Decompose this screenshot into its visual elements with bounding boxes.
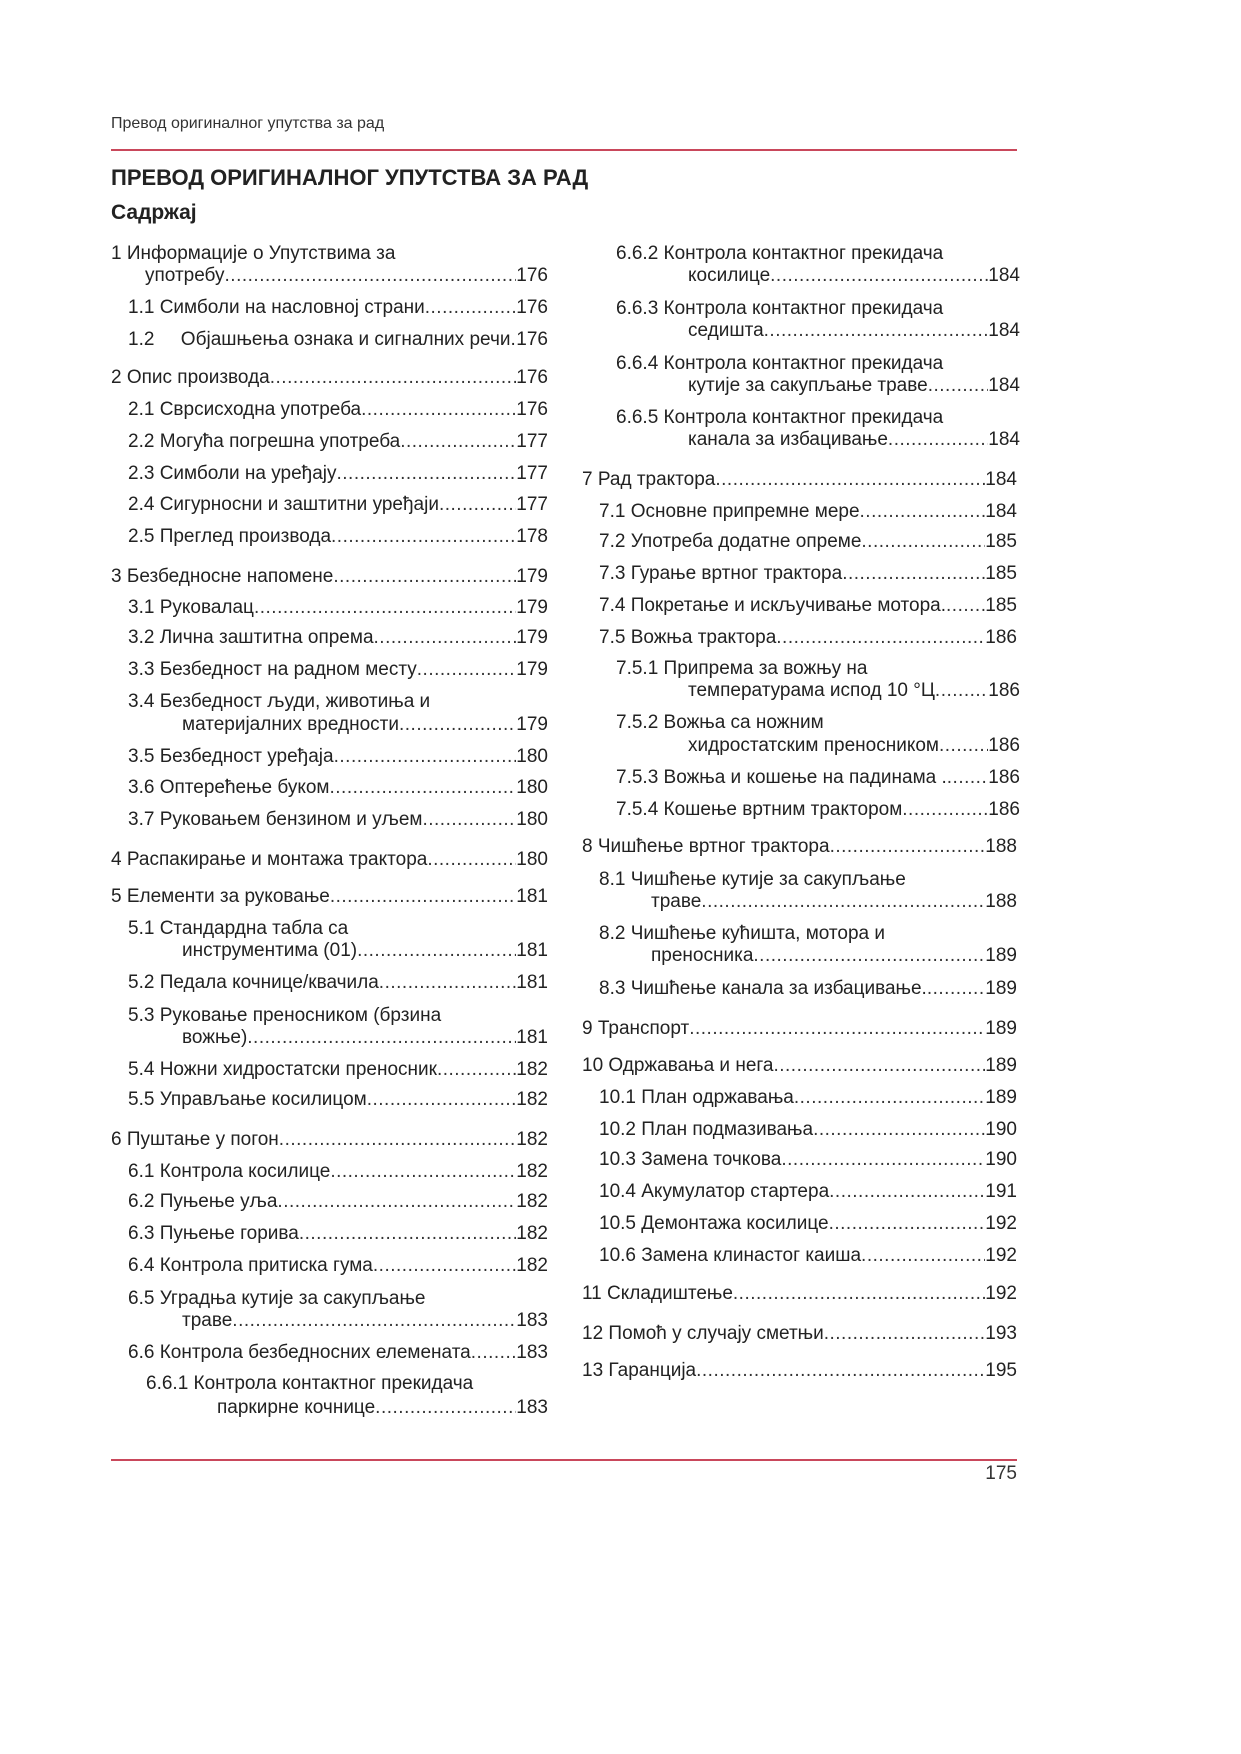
dot-leader <box>330 1160 516 1184</box>
toc-entry-line <box>146 1372 473 1396</box>
dot-leader <box>935 679 988 703</box>
toc-entry-line <box>599 562 1017 586</box>
toc-page-number: 179 <box>516 597 548 618</box>
toc-entry-line <box>599 626 1017 650</box>
toc-page-number: 176 <box>516 265 548 286</box>
dot-leader <box>813 1118 985 1142</box>
toc-entry-title: материјалних вредности <box>182 714 399 735</box>
toc-entry-title: 7.1 Основне припремне мере <box>599 501 860 522</box>
dot-leader <box>794 1086 985 1110</box>
toc-entry-title: 7.4 Покретање и искључивање мотора. <box>599 595 947 616</box>
toc-entry-line <box>651 944 1017 968</box>
header-divider <box>111 149 1017 151</box>
toc-entry-title: 6.3 Пуњење горива <box>128 1223 299 1244</box>
toc-page-number: 189 <box>985 1055 1017 1076</box>
toc-entry-line <box>599 1212 1017 1236</box>
toc-entry-line <box>599 977 1017 1001</box>
toc-entry-line <box>616 657 867 681</box>
dot-leader <box>715 468 985 492</box>
toc-page-number: 186 <box>988 735 1020 756</box>
toc-entry-line <box>616 711 824 735</box>
toc-entry-title: 2.3 Симболи на уређају <box>128 463 337 484</box>
dot-leader <box>829 1180 985 1204</box>
toc-entry-line <box>599 1118 1017 1142</box>
toc-entry-title: 7.5.2 Вожња са ножним <box>616 712 824 733</box>
toc-entry-title: 5.4 Ножни хидростатски преносник <box>128 1059 437 1080</box>
dot-leader <box>860 500 986 524</box>
toc-page-number: 195 <box>985 1360 1017 1381</box>
toc-entry-line <box>128 398 548 422</box>
toc-page-number: 180 <box>516 809 548 830</box>
toc-page-number: 182 <box>516 1191 548 1212</box>
page-number: 175 <box>985 1463 1017 1484</box>
dot-leader <box>753 944 985 968</box>
dot-leader <box>888 428 988 452</box>
toc-entry-line <box>182 1309 548 1333</box>
toc-entry-title: 10.2 План подмазивања <box>599 1119 814 1140</box>
toc-page-number: 186 <box>985 627 1017 648</box>
document-title: ПРЕВОД ОРИГИНАЛНОГ УПУТСТВА ЗА РАД <box>111 165 589 190</box>
toc-entry-title: 7.5 Вожња трактора <box>599 627 777 648</box>
dot-leader <box>399 713 516 737</box>
toc-entry-title: 5.3 Руковање преносником (брзина <box>128 1005 442 1026</box>
toc-entry-line <box>688 428 1020 452</box>
toc-entry-line <box>128 430 548 454</box>
toc-entry-title: 6.6.2 Контрола контактног прекидача <box>616 243 944 264</box>
toc-entry-title: 1.2 Објашњења ознака и сигналних речи. <box>128 329 516 350</box>
dot-leader <box>824 1322 986 1346</box>
toc-entry-line <box>128 745 548 769</box>
toc-entry-title: 9 Транспорт <box>582 1018 690 1039</box>
dot-leader <box>928 374 989 398</box>
toc-entry-line <box>582 835 1017 859</box>
toc-entry-line <box>128 1088 548 1112</box>
toc-entry-title: 7.3 Гурање вртног трактора <box>599 563 843 584</box>
toc-entry-title: 6.2 Пуњење уља <box>128 1191 278 1212</box>
toc-page-number: 185 <box>985 531 1017 552</box>
dot-leader <box>379 971 517 995</box>
toc-entry-line <box>599 1086 1017 1110</box>
toc-page-number: 182 <box>516 1161 548 1182</box>
dot-leader <box>422 808 516 832</box>
toc-entry-line <box>128 462 548 486</box>
toc-entry-line <box>111 1128 548 1152</box>
toc-entry-title: 7 Рад трактора <box>582 469 716 490</box>
toc-heading: Садржај <box>111 201 197 224</box>
toc-entry-line <box>128 1004 441 1028</box>
toc-entry-line <box>128 626 548 650</box>
toc-entry-line <box>616 352 943 376</box>
toc-entry-title: 7.5.4 Кошење вртним трактором <box>616 799 903 820</box>
toc-entry-line <box>111 366 548 390</box>
toc-entry-title: инструментима (01) <box>182 940 358 961</box>
toc-page-number: 185 <box>985 563 1017 584</box>
toc-entry-title: 7.5.1 Припрема за вожњу на <box>616 658 868 679</box>
toc-entry-title: кутије за сакупљање траве <box>688 375 928 396</box>
dot-leader <box>733 1282 985 1306</box>
toc-page-number: 184 <box>988 375 1020 396</box>
toc-entry-title: 6.5 Уградња кутије за сакупљање <box>128 1288 426 1309</box>
toc-entry-line <box>128 525 548 549</box>
toc-entry-title: 6.6 Контрола безбедносних елемената <box>128 1342 471 1363</box>
dot-leader <box>439 493 516 517</box>
toc-page-number: 192 <box>985 1213 1017 1234</box>
dot-leader <box>770 264 988 288</box>
toc-entry-title: 5 Елементи за руковање <box>111 886 330 907</box>
toc-entry-title: паркирне кочнице <box>217 1397 376 1418</box>
dot-leader <box>927 977 985 1001</box>
toc-entry-title: 3.5 Безбедност уређаја <box>128 746 334 767</box>
dot-leader <box>437 1058 516 1082</box>
dot-leader <box>689 1017 985 1041</box>
dot-leader <box>830 835 986 859</box>
toc-page-number: 179 <box>516 566 548 587</box>
toc-page-number: 176 <box>516 297 548 318</box>
toc-entry-line <box>599 1148 1017 1172</box>
toc-entry-line <box>616 798 1020 822</box>
toc-entry-title: траве <box>182 1310 233 1331</box>
toc-entry-title: 3.2 Лична заштитна опрема <box>128 627 374 648</box>
toc-entry-title: 2 Опис производа <box>111 367 270 388</box>
toc-page-number: 188 <box>985 891 1017 912</box>
toc-entry-line <box>128 493 548 517</box>
toc-entry-title: 3.7 Руковањем бензином и уљем <box>128 809 423 830</box>
dot-leader <box>299 1222 516 1246</box>
toc-entry-title: 6.4 Контрола притиска гума <box>128 1255 373 1276</box>
toc-page-number: 180 <box>516 849 548 870</box>
toc-entry-title: 1 Информације о Упутствима за <box>111 243 396 264</box>
toc-entry-title: 7.5.3 Вожња и кошење на падинама . <box>616 767 947 788</box>
toc-entry-title: 3.3 Безбедност на радном месту <box>128 659 417 680</box>
dot-leader <box>331 525 516 549</box>
dot-leader <box>764 319 989 343</box>
footer-divider <box>111 1459 1017 1461</box>
toc-entry-line <box>616 406 943 430</box>
toc-page-number: 185 <box>985 595 1017 616</box>
toc-entry-title: 10.4 Акумулатор стартера <box>599 1181 830 1202</box>
toc-entry-line <box>111 242 395 266</box>
toc-entry-title: 6.6.1 Контрола контактног прекидача <box>146 1373 474 1394</box>
toc-entry-title: 6 Пуштање у погон <box>111 1129 279 1150</box>
dot-leader <box>367 1088 517 1112</box>
toc-entry-title: 11 Складиштење <box>582 1283 733 1304</box>
toc-page-number: 183 <box>516 1342 548 1363</box>
toc-page-number: 180 <box>516 746 548 767</box>
dot-leader <box>842 562 985 586</box>
toc-page-number: 193 <box>985 1323 1017 1344</box>
toc-entry-title: 6.6.5 Контрола контактног прекидача <box>616 407 944 428</box>
dot-leader <box>947 766 989 790</box>
toc-entry-line <box>599 922 885 946</box>
toc-entry-line <box>217 1396 548 1420</box>
toc-entry-title: 8.2 Чишћење кућишта, мотора и <box>599 923 885 944</box>
toc-entry-line <box>128 1287 425 1311</box>
toc-page-number: 176 <box>516 329 548 350</box>
toc-page-number: 184 <box>985 469 1017 490</box>
toc-entry-title: 3 Безбедносне напомене <box>111 566 334 587</box>
toc-page-number: 178 <box>516 526 548 547</box>
dot-leader <box>696 1359 985 1383</box>
dot-leader <box>776 626 985 650</box>
toc-entry-line <box>128 1160 548 1184</box>
toc-entry-title: 5.2 Педала кочнице/квачила <box>128 972 379 993</box>
toc-entry-title: 6.6.4 Контрола контактног прекидача <box>616 353 944 374</box>
toc-entry-line <box>182 713 548 737</box>
toc-entry-line <box>599 1180 1017 1204</box>
toc-page-number: 181 <box>516 886 548 907</box>
toc-entry-title: 5.1 Стандардна табла са <box>128 918 349 939</box>
dot-leader <box>829 1212 986 1236</box>
dot-leader <box>333 565 516 589</box>
dot-leader <box>861 1244 985 1268</box>
toc-entry-line <box>688 734 1020 758</box>
toc-entry-line <box>128 296 548 320</box>
toc-entry-line <box>111 848 548 872</box>
dot-leader <box>773 1054 985 1078</box>
toc-page-number: 186 <box>988 680 1020 701</box>
toc-entry-line <box>599 868 906 892</box>
toc-entry-title: употребу <box>145 265 225 286</box>
toc-page-number: 191 <box>985 1181 1017 1202</box>
dot-leader <box>939 734 988 758</box>
toc-entry-title: преносника <box>651 945 754 966</box>
toc-page-number: 188 <box>985 836 1017 857</box>
toc-entry-line <box>128 1254 548 1278</box>
toc-page-number: 184 <box>985 501 1017 522</box>
toc-page-number: 189 <box>985 1087 1017 1108</box>
toc-entry-title: 12 Помоћ у случају сметњи <box>582 1323 824 1344</box>
toc-page-number: 189 <box>985 945 1017 966</box>
toc-entry-title: 2.5 Преглед производа <box>128 526 332 547</box>
toc-entry-title: 6.1 Контрола косилице <box>128 1161 331 1182</box>
dot-leader <box>902 798 988 822</box>
toc-entry-line <box>111 565 548 589</box>
toc-entry-title: 8.3 Чишћење канала за избацивање. <box>599 978 927 999</box>
toc-entry-line <box>128 971 548 995</box>
toc-page-number: 189 <box>985 978 1017 999</box>
toc-page-number: 176 <box>516 399 548 420</box>
toc-entry-line <box>128 1222 548 1246</box>
toc-entry-line <box>182 1026 548 1050</box>
toc-entry-title: 2.4 Сигурносни и заштитни уређаји <box>128 494 439 515</box>
dot-leader <box>330 885 516 909</box>
toc-entry-line <box>128 1190 548 1214</box>
toc-entry-line <box>582 1054 1017 1078</box>
toc-page-number: 177 <box>516 494 548 515</box>
toc-entry-title: 2.1 Сврсисходна употреба <box>128 399 362 420</box>
toc-entry-line <box>182 939 548 963</box>
toc-page-number: 182 <box>516 1089 548 1110</box>
dot-leader <box>330 776 517 800</box>
dot-leader <box>471 1341 517 1365</box>
dot-leader <box>701 890 985 914</box>
toc-entry-line <box>616 766 1020 790</box>
toc-page-number: 190 <box>985 1149 1017 1170</box>
toc-entry-line <box>582 1017 1017 1041</box>
toc-page-number: 189 <box>985 1018 1017 1039</box>
toc-entry-line <box>599 500 1017 524</box>
toc-entry-line <box>128 596 548 620</box>
toc-page-number: 179 <box>516 627 548 648</box>
toc-entry-line <box>582 468 1017 492</box>
toc-page-number: 179 <box>516 659 548 680</box>
toc-page-number: 177 <box>516 431 548 452</box>
toc-entry-title: 3.6 Оптерећење буком <box>128 777 330 798</box>
toc-entry-title: 5.5 Управљање косилицом <box>128 1089 367 1110</box>
toc-entry-line <box>599 594 1017 618</box>
dot-leader <box>425 296 517 320</box>
toc-entry-line <box>128 1058 548 1082</box>
toc-page-number: 181 <box>516 1027 548 1048</box>
dot-leader <box>374 626 517 650</box>
toc-entry-line <box>145 264 548 288</box>
toc-entry-title: 10.6 Замена клинастог каиша <box>599 1245 862 1266</box>
toc-page-number: 182 <box>516 1255 548 1276</box>
toc-page-number: 180 <box>516 777 548 798</box>
toc-entry-line <box>128 1341 548 1365</box>
toc-page-number: 192 <box>985 1283 1017 1304</box>
toc-entry-line <box>128 658 548 682</box>
toc-entry-title: косилице <box>688 265 771 286</box>
toc-entry-line <box>599 530 1017 554</box>
dot-leader <box>279 1128 517 1152</box>
dot-leader <box>427 848 516 872</box>
toc-entry-title: 10.3 Замена точкова <box>599 1149 782 1170</box>
toc-entry-line <box>128 690 430 714</box>
toc-page-number: 181 <box>516 940 548 961</box>
toc-entry-line <box>582 1282 1017 1306</box>
toc-entry-line <box>688 319 1020 343</box>
running-header: Превод оригиналног упутства за рад <box>111 115 385 132</box>
dot-leader <box>225 264 517 288</box>
dot-leader <box>400 430 516 454</box>
toc-entry-title: вожње) <box>182 1027 248 1048</box>
toc-entry-title: 10.1 План одржавања <box>599 1087 794 1108</box>
toc-page-number: 184 <box>988 265 1020 286</box>
toc-entry-title: 6.6.3 Контрола контактног прекидача <box>616 298 944 319</box>
toc-entry-title: 1.1 Симболи на насловној страни <box>128 297 425 318</box>
toc-entry-title: 4 Распакирање и монтажа трактора <box>111 849 428 870</box>
dot-leader <box>357 939 516 963</box>
toc-entry-title: канала за избацивање <box>688 429 888 450</box>
dot-leader <box>373 1254 516 1278</box>
dot-leader <box>277 1190 516 1214</box>
toc-entry-title: 10.5 Демонтажа косилице <box>599 1213 829 1234</box>
toc-entry-line <box>599 1244 1017 1268</box>
toc-page-number: 182 <box>516 1129 548 1150</box>
toc-page-number: 179 <box>516 714 548 735</box>
dot-leader <box>861 530 985 554</box>
toc-page-number: 186 <box>988 767 1020 788</box>
dot-leader <box>232 1309 516 1333</box>
dot-leader <box>337 462 517 486</box>
toc-entry-line <box>616 242 943 266</box>
toc-entry-line <box>128 917 348 941</box>
toc-entry-line <box>582 1359 1017 1383</box>
toc-page-number: 183 <box>516 1397 548 1418</box>
toc-entry-line <box>582 1322 1017 1346</box>
dot-leader <box>247 1026 516 1050</box>
toc-page-number: 181 <box>516 972 548 993</box>
toc-page-number: 184 <box>988 320 1020 341</box>
toc-page-number: 182 <box>516 1059 548 1080</box>
toc-entry-title: 3.1 Руковалац <box>128 597 254 618</box>
toc-entry-title: температурама испод 10 °Ц <box>688 680 935 701</box>
toc-entry-title: 13 Гаранција <box>582 1360 697 1381</box>
toc-entry-title: 8 Чишћење вртног трактора <box>582 836 830 857</box>
toc-entry-title: 2.2 Могућа погрешна употреба <box>128 431 401 452</box>
toc-page-number: 176 <box>516 367 548 388</box>
dot-leader <box>270 366 517 390</box>
toc-page-number: 183 <box>516 1310 548 1331</box>
dot-leader <box>946 594 985 618</box>
dot-leader <box>361 398 516 422</box>
dot-leader <box>334 745 517 769</box>
toc-page-number: 177 <box>516 463 548 484</box>
toc-entry-title: траве <box>651 891 702 912</box>
toc-page-number: 182 <box>516 1223 548 1244</box>
toc-page-number: 186 <box>988 799 1020 820</box>
toc-entry-title: 7.2 Употреба додатне опреме <box>599 531 862 552</box>
toc-entry-title: 3.4 Безбедност људи, животиња и <box>128 691 431 712</box>
toc-entry-line <box>111 885 548 909</box>
toc-page-number: 190 <box>985 1119 1017 1140</box>
toc-entry-title: 10 Одржавања и нега <box>582 1055 774 1076</box>
toc-page-number: 192 <box>985 1245 1017 1266</box>
toc-entry-title: седишта <box>688 320 764 341</box>
toc-entry-line <box>688 264 1020 288</box>
toc-entry-line <box>128 776 548 800</box>
dot-leader <box>375 1396 516 1420</box>
toc-entry-title: 8.1 Чишћење кутије за сакупљање <box>599 869 906 890</box>
dot-leader <box>781 1148 985 1172</box>
toc-entry-line <box>651 890 1017 914</box>
dot-leader <box>254 596 516 620</box>
toc-entry-line <box>128 808 548 832</box>
dot-leader <box>417 658 517 682</box>
toc-entry-title: хидростатским преносником <box>688 735 939 756</box>
toc-page-number: 184 <box>988 429 1020 450</box>
toc-entry-line <box>688 679 1020 703</box>
toc-entry-line <box>128 328 548 352</box>
toc-entry-line <box>616 297 943 321</box>
toc-entry-line <box>688 374 1020 398</box>
